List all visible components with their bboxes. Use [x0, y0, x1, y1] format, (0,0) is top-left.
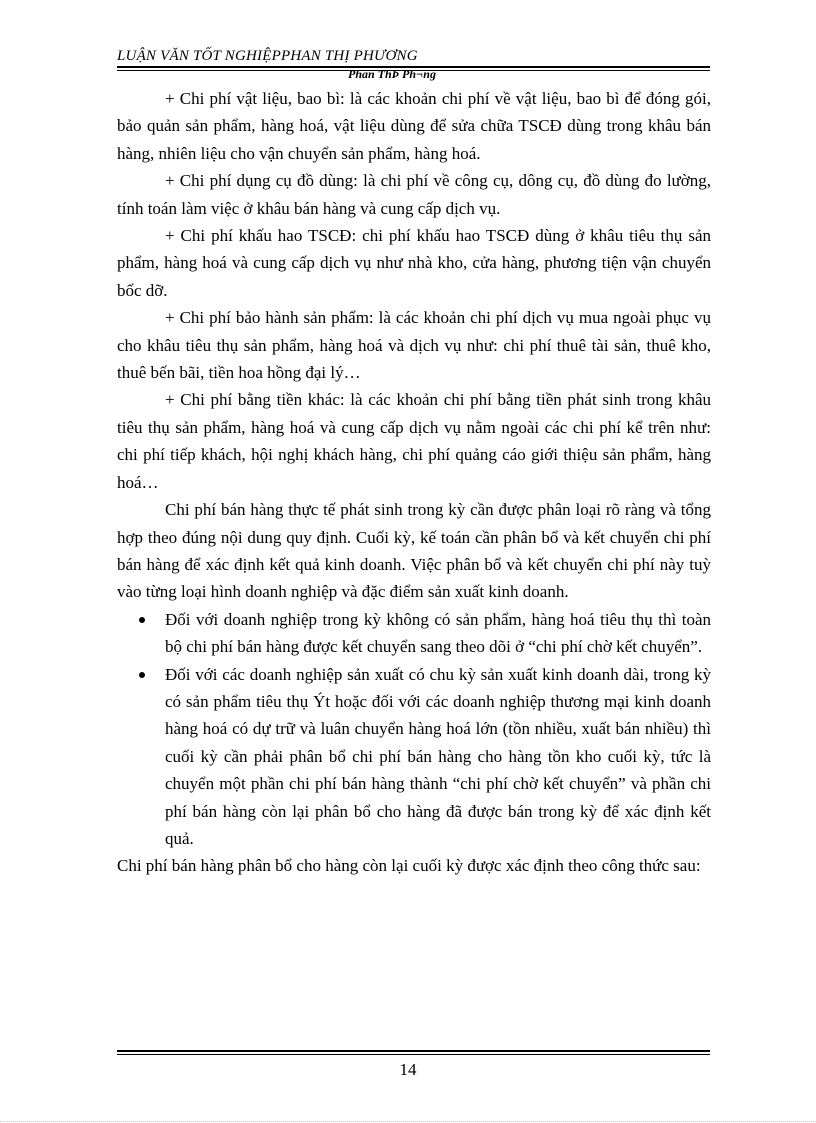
bullet-list [117, 606, 711, 853]
header-title: LUẬN VĂN TỐT NGHIỆPPHAN THỊ PHƯƠNG [117, 48, 418, 64]
paragraph-other-cash-costs: + Chi phí bằng tiền khác: là các khoản chi phí bằng tiền phát sinh trong khâu tiêu thụ sản phẩm, hàng hoá và cung cấp dịch vụ nằm ngoài các chi phí kể trên như: chi phí tiếp khách, hội nghị khách hàng, chi phí quảng cáo giới thiệu sản phẩm, hàng hoá… [117, 390, 711, 492]
page-number: 14 [399, 1060, 417, 1079]
paragraph-material-costs: + Chi phí vật liệu, bao bì: là các khoản chi phí về vật liệu, bao bì để đóng gói, bảo quản sản phẩm, hàng hoá, vật liệu dùng để sửa chữa TSCĐ dùng trong khâu bán hàng, nhiên liệu cho vận chuyển sản phẩm, hàng hoá. [117, 89, 711, 163]
paragraph-selling-costs: Chi phí bán hàng thực tế phát sinh trong kỳ cần được phân loại rõ ràng và tổng hợp theo đúng nội dung quy định. Cuối kỳ, kế toán cần phân bổ và kết chuyển chi phí bán hàng để xác định kết quả kinh doanh. Việc phân bổ và kết chuyển chi phí này tuỳ vào từng loại hình doanh nghiệp và đặc điểm sản xuất kinh doanh. [117, 500, 711, 602]
bullet-text: Đối với doanh nghiệp trong kỳ không có sản phẩm, hàng hoá tiêu thụ thì toàn bộ chi phí bán hàng được kết chuyển sang theo dõi ở “chi phí chờ kết chuyển”. [165, 609, 711, 657]
bullet-item [117, 661, 711, 853]
paragraph-depreciation: + Chi phí khấu hao TSCĐ: chi phí khấu hao TSCĐ dùng ở khâu tiêu thụ sản phẩm, hàng hoá và cung cấp dịch vụ như nhà kho, cửa hàng, phương tiện vận chuyển bốc dỡ. [117, 226, 711, 300]
page-edge-divider [0, 1121, 816, 1122]
closing-paragraph: Chi phí bán hàng phân bổ cho hàng còn lại cuối kỳ được xác định theo công thức sau: [117, 856, 701, 876]
paragraph-warranty: + Chi phí bảo hành sản phẩm: là các khoản chi phí dịch vụ mua ngoài phục vụ cho khâu tiêu thụ sản phẩm, hàng hoá và dịch vụ như: chi phí thuê tài sản, thuê kho, thuê bến bãi, tiền hoa hồng đại lý… [117, 308, 711, 383]
header-subtitle: Phan ThÞ Ph¬ng [348, 67, 436, 81]
bullet-text: Đối với các doanh nghiệp sản xuất có chu kỳ sản xuất kinh doanh dài, trong kỳ có sản phẩm tiêu thụ Ýt hoặc đối với các doanh nghiệp thương mại kinh doanh hàng hoá có dự trữ và luân chuyển hàng hoá lớn (tồn nhiều, xuất bán nhiều) thì cuối kỳ cần phải phân bổ chi phí bán hàng cho hàng tồn kho cuối kỳ, tức là chuyển một phần chi phí bán hàng thành “chi phí chờ kết chuyển” và phần chi phí bán hàng còn lại phân bổ cho hàng đã được bán trong kỳ để xác định kết quả. [165, 664, 711, 848]
document-body [117, 85, 711, 880]
bullet-dot-icon [139, 672, 145, 678]
footer-rule-thin [117, 1054, 710, 1055]
paragraph-tool-costs: + Chi phí dụng cụ đồ dùng: là chi phí về công cụ, dông cụ, đồ dùng đo lường, tính toán làm việc ở khâu bán hàng và cung cấp dịch vụ. [117, 171, 711, 218]
bullet-item [117, 606, 711, 661]
footer-rule-thick [117, 1050, 710, 1052]
bullet-dot-icon [139, 617, 145, 623]
